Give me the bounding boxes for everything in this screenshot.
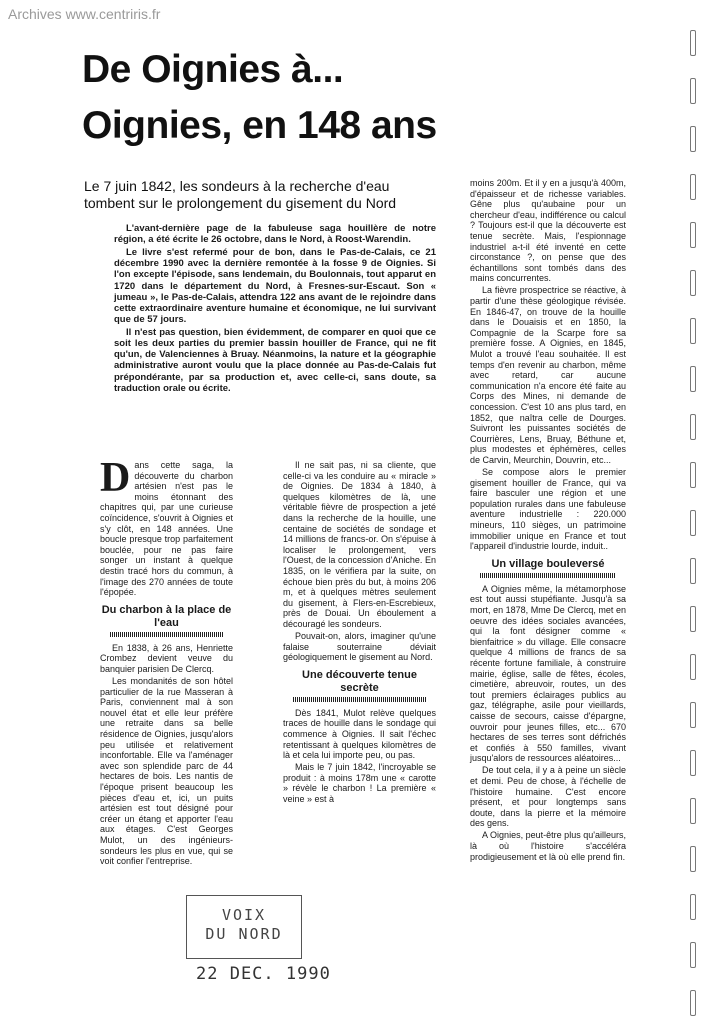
- binder-mark: [690, 798, 696, 824]
- binder-mark: [690, 318, 696, 344]
- intro-paragraph-3: Il n'est pas question, bien évidemment, de comparer en quoi que ce soit les deux parties du premier bassin houiller de France, qui ne fit qu'un, de Valenciennes à Bruay. Néanmoins, la nature et la géographie administrative auront voulu que la place donnée au Pas-de-Calais fut prépondérante, par sa production et, avec celle-ci, sans doute, sa traduction orale ou écrite.: [114, 326, 436, 394]
- binder-mark: [690, 78, 696, 104]
- binder-mark: [690, 606, 696, 632]
- binder-mark: [690, 462, 696, 488]
- stamp-date: 22 DEC. 1990: [196, 964, 331, 984]
- binder-mark: [690, 270, 696, 296]
- col1-paragraph-3: Les mondanités de son hôtel particulier de la rue Masseran à Paris, conviennent mal à son nouvel état et elle leur préfère une retraite dans sa belle résidence de Oignies, jusqu'alors peu utilisée et relativement inconfortable. Elle va l'aménager avec son splendide parc de 44 hectares de bois. Les nantis de l'époque prisent beaucoup les pièces d'eau et, ici, un puits artésien est tout désigné pour créer un étang et apporter l'eau aux étages. C'est Georges Mulot, un des ingénieurs-sondeurs les plus en vue, qui se voit confier l'entreprise.: [100, 676, 233, 867]
- col1-paragraph-1-text: ans cette saga, la découverte du charbon artésien n'est pas le moins étonnant des chapitres qui, par une curieuse coïncidence, s'ouvrit à Oignies et s'y clôt, en 148 années. Une boucle presque trop parfaitement bouclée, pour ne pas faire songer un instant à quelque destin tracé hors du commun, à l'image des 270 années de toute l'épopée.: [100, 460, 233, 598]
- archive-watermark: Archives www.centriris.fr: [8, 6, 161, 22]
- headline-line-1: De Oignies à...: [82, 48, 344, 91]
- col1-paragraph-2: En 1838, à 26 ans, Henriette Crombez devient veuve du banquier parisien De Clercq.: [100, 642, 233, 674]
- binder-mark: [690, 846, 696, 872]
- col2-paragraph-3: Dès 1841, Mulot relève quelques traces de houille dans le sondage qui commence à Oignies. Il sait l'échec retentissant à quelques kilomètres de là et cela lui importe peu, ou pas.: [283, 707, 436, 761]
- col3-paragraph-4: A Oignies même, la métamorphose est tout aussi stupéfiante. Jusqu'à sa mort, en 1878, Mme De Clercq, met en oeuvre des idées sociales avancées, qui la font désigner comme « bienfaitrice » du village. Elle consacre quelque 4 millions de francs de sa récente fortune familiale, à construire mairie, église, salle de fêtes, écoles, cimetière, abreuvoir, routes, un des tout premiers éclairages publics au gaz, télégraphe, asile pour vieillards, caisse de secours, caisse d'épargne, ouvroir pour jeunes filles, etc... 670 hectares de ses terres sont défrichés et confiés à 550 familles, vivant jusqu'alors de ressources aléatoires...: [470, 583, 626, 764]
- intro-paragraph-1: L'avant-dernière page de la fabuleuse saga houillère de notre région, a été écrite le 26 octobre, dans le Nord, à Roost-Warendin.: [114, 223, 436, 246]
- col3-paragraph-1: moins 200m. Et il y en a jusqu'à 400m, d'épaisseur et de richesse variables. Gêne plus qu'aubaine pour un chercheur d'eau, indifférence ou calcul ? Toujours est-il que la découverte est tenue secrète. Mais, l'espionnage industriel a-t-il été inventé en cette circonstance ?, on pense que des échantillons sont tombés dans des mains concurrentes.: [470, 178, 626, 284]
- col2-paragraph-2: Pouvait-on, alors, imaginer qu'une falaise souterraine déviait géologiquement le gisement au Nord.: [283, 631, 436, 663]
- drop-cap: D: [100, 455, 131, 501]
- subhead-village: Un village bouleversé: [491, 557, 605, 570]
- binder-mark: [690, 126, 696, 152]
- binder-mark: [690, 654, 696, 680]
- binder-mark: [690, 750, 696, 776]
- binder-mark: [690, 990, 696, 1016]
- binder-mark: [690, 510, 696, 536]
- col2-paragraph-1: Il ne sait pas, ni sa cliente, que celle-ci va les conduire au « miracle » de Oignies. De 1834 à 1840, à quelques kilomètres de là, une véritable fièvre de prospection a jeté dans la recherche de la houille, une centaine de sociétés de sondage et 14 millions de francs-or. On s'épuise à localiser le prolongement, vers l'Ouest, de la concession d'Aniche. En 1835, on le vérifiera par la suite, on échoue bien près du but, à moins 206 m, et à quelques mètres seulement du gisement, à Flers-en-Escrebieux, près de Douai. Un éboulement a découragé les sondeurs.: [283, 460, 436, 629]
- column-3: [470, 178, 626, 862]
- subhead-rule: [480, 573, 616, 578]
- column-2: [283, 460, 436, 805]
- binder-mark: [690, 414, 696, 440]
- binder-mark: [690, 366, 696, 392]
- binder-mark: [690, 30, 696, 56]
- binder-mark: [690, 222, 696, 248]
- binder-mark: [690, 942, 696, 968]
- subhead-rule: [110, 632, 223, 637]
- headline-line-2: Oignies, en 148 ans: [82, 104, 437, 147]
- stamp-line-2: DU NORD: [205, 925, 283, 943]
- column-1: [100, 455, 233, 867]
- intro-paragraph-2: Le livre s'est refermé pour de bon, dans le Pas-de-Calais, ce 21 décembre 1990 avec la dernière remontée à la fosse 9 de Oignies. Si l'on excepte l'épisode, sans lendemain, du Boulonnais, tout apparut en 1720 dans le département du Nord, à Fresnes-sur-Escaut. Son « jumeau », le Pas-de-Calais, attendra 122 ans avant de le rejoindre dans cette extraordinaire aventure humaine et économique, ne lui survivant que de 57 jours.: [114, 246, 436, 326]
- intro-block: [114, 223, 436, 394]
- binder-hole-marks: [690, 30, 710, 1010]
- standfirst: Le 7 juin 1842, les sondeurs à la recherche d'eau tombent sur le prolongement du gisement du Nord: [84, 178, 397, 211]
- binder-mark: [690, 558, 696, 584]
- binder-mark: [690, 894, 696, 920]
- col3-paragraph-2: La fièvre prospectrice se réactive, à partir d'une thèse géologique révisée. En 1846-47, on trouve de la houille dans le Douaisis et en 1850, la Compagnie de la Scarpe fore sa première fosse. A Oignies, en 1845, Mulot a trouvé l'eau souhaitée. Il est temps d'en revenir au charbon, même avec retard, car aucune communication n'a encore été faite au Corps des Mines, ni demande de concession. C'est 10 ans plus tard, en 1852, que naîtra celle de Dourges. Suivront les puissantes sociétés de Courrières, Lens, Bruay, Béthune et, plus modestes et éphémères, celles de Carvin, Meurchin, Douvrin, etc...: [470, 285, 626, 465]
- stamp-line-1: VOIX: [221, 906, 267, 924]
- col2-paragraph-4: Mais le 7 juin 1842, l'incroyable se produit : à moins 178m une « carotte » révèle le charbon ! La première « veine » est à: [283, 762, 436, 805]
- subhead-rule: [293, 697, 426, 702]
- newspaper-stamp: [186, 895, 302, 959]
- subhead-du-charbon: Du charbon à la place de l'eau: [101, 603, 232, 629]
- binder-mark: [690, 702, 696, 728]
- subhead-decouverte: Une découverte tenue secrète: [302, 668, 417, 694]
- binder-mark: [690, 174, 696, 200]
- col3-paragraph-3: Se compose alors le premier gisement houiller de France, qui va faire basculer une région et une population rurales dans une fabuleuse aventure industrielle : 220.000 mineurs, 110 sièges, un patrimoine immobilier unique en France et tout l'appareil d'industrie lourde, induit..: [470, 467, 626, 552]
- col3-paragraph-6: A Oignies, peut-être plus qu'ailleurs, là où l'histoire s'accéléra prodigieusement et là où elle prend fin.: [470, 830, 626, 862]
- col1-paragraph-1: [100, 455, 233, 598]
- col3-paragraph-5: De tout cela, il y a à peine un siècle et demi. Peu de chose, à l'échelle de l'histoire humaine. C'est encore présent, et pour longtemps sans doute, dans la pierre et la mémoire des gens.: [470, 765, 626, 829]
